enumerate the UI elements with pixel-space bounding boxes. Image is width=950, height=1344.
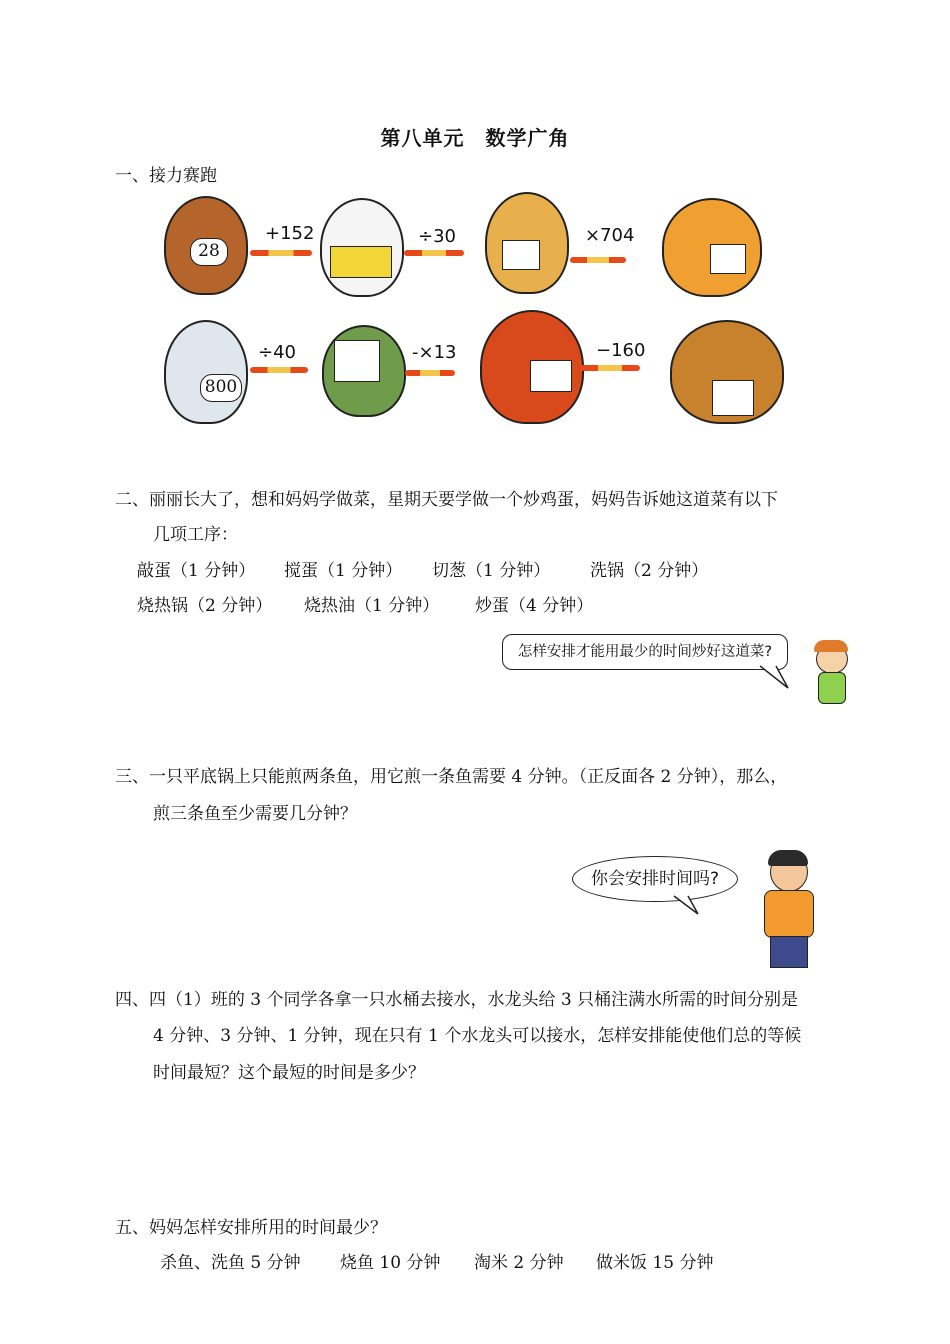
rabbit-runner bbox=[164, 320, 248, 424]
q5-item-4: 做米饭 15 分钟 bbox=[596, 1253, 714, 1273]
q2-step-2: 搅蛋（1 分钟） bbox=[284, 561, 403, 581]
op-2: ÷30 bbox=[418, 226, 456, 247]
op-1: +152 bbox=[265, 223, 315, 244]
q2-step-3: 切葱（1 分钟） bbox=[432, 561, 551, 581]
op-6: −160 bbox=[596, 340, 646, 361]
q2-text-line2: 几项工序： bbox=[153, 525, 238, 545]
q2-step-4: 洗锅（2 分钟） bbox=[590, 561, 709, 581]
q1-heading: 一、接力赛跑 bbox=[115, 166, 217, 186]
q5-item-2: 烧鱼 10 分钟 bbox=[340, 1253, 441, 1273]
page-title: 第八单元 数学广角 bbox=[380, 126, 570, 150]
lion-sign bbox=[712, 380, 754, 416]
turtle-sign bbox=[334, 340, 380, 382]
q2-text-line1: 二、丽丽长大了，想和妈妈学做菜，星期天要学做一个炒鸡蛋，妈妈告诉她这道菜有以下 bbox=[115, 490, 778, 510]
q2-bubble-tail bbox=[758, 664, 792, 692]
op-3: ×704 bbox=[585, 225, 635, 246]
q3-bubble-tail bbox=[672, 894, 702, 916]
q4-text-line3: 时间最短？这个最短的时间是多少？ bbox=[153, 1063, 425, 1083]
fox-sign bbox=[530, 360, 572, 392]
baton-3 bbox=[570, 257, 626, 263]
q5-item-1: 杀鱼、洗鱼 5 分钟 bbox=[160, 1253, 301, 1273]
panda-shirt bbox=[330, 246, 392, 278]
q3-speech-bubble bbox=[572, 856, 738, 902]
q2-speech-bubble bbox=[502, 634, 788, 670]
boy-figure bbox=[750, 850, 830, 968]
q5-item-3: 淘米 2 分钟 bbox=[474, 1253, 564, 1273]
rabbit-number-sign: 800 bbox=[200, 374, 242, 402]
q3-text-line2: 煎三条鱼至少需要几分钟？ bbox=[153, 804, 357, 824]
q2-step-7: 炒蛋（4 分钟） bbox=[475, 596, 594, 616]
tiger-sign bbox=[710, 244, 746, 274]
q3-text-line1: 三、一只平底锅上只能煎两条鱼，用它煎一条鱼需要 4 分钟。（正反面各 2 分钟），那么， bbox=[115, 767, 788, 787]
relay-illustration bbox=[150, 190, 790, 440]
q3-bubble-text: 你会安排时间吗? bbox=[590, 869, 720, 889]
baton-4 bbox=[250, 367, 308, 373]
baton-5 bbox=[405, 370, 455, 376]
baton-2 bbox=[404, 250, 464, 256]
baton-6 bbox=[580, 365, 640, 371]
q2-step-1: 敲蛋（1 分钟） bbox=[137, 561, 256, 581]
q2-step-5: 烧热锅（2 分钟） bbox=[137, 596, 273, 616]
cheetah-sign bbox=[502, 240, 540, 270]
q2-step-6: 烧热油（1 分钟） bbox=[304, 596, 440, 616]
monkey-number-sign: 28 bbox=[190, 238, 228, 266]
baton-1 bbox=[250, 250, 312, 256]
op-5: -×13 bbox=[412, 342, 457, 363]
girl-figure bbox=[806, 640, 856, 708]
q4-text-line1: 四、四（1）班的 3 个同学各拿一只水桶去接水，水龙头给 3 只桶注满水所需的时间分别是 bbox=[115, 990, 799, 1010]
q4-text-line2: 4 分钟、3 分钟、1 分钟，现在只有 1 个水龙头可以接水，怎样安排能使他们总的等候 bbox=[153, 1026, 802, 1046]
op-4: ÷40 bbox=[258, 342, 296, 363]
q5-text-line1: 五、妈妈怎样安排所用的时间最少？ bbox=[115, 1218, 387, 1238]
q2-bubble-text: 怎样安排才能用最少的时间炒好这道菜? bbox=[517, 644, 773, 660]
